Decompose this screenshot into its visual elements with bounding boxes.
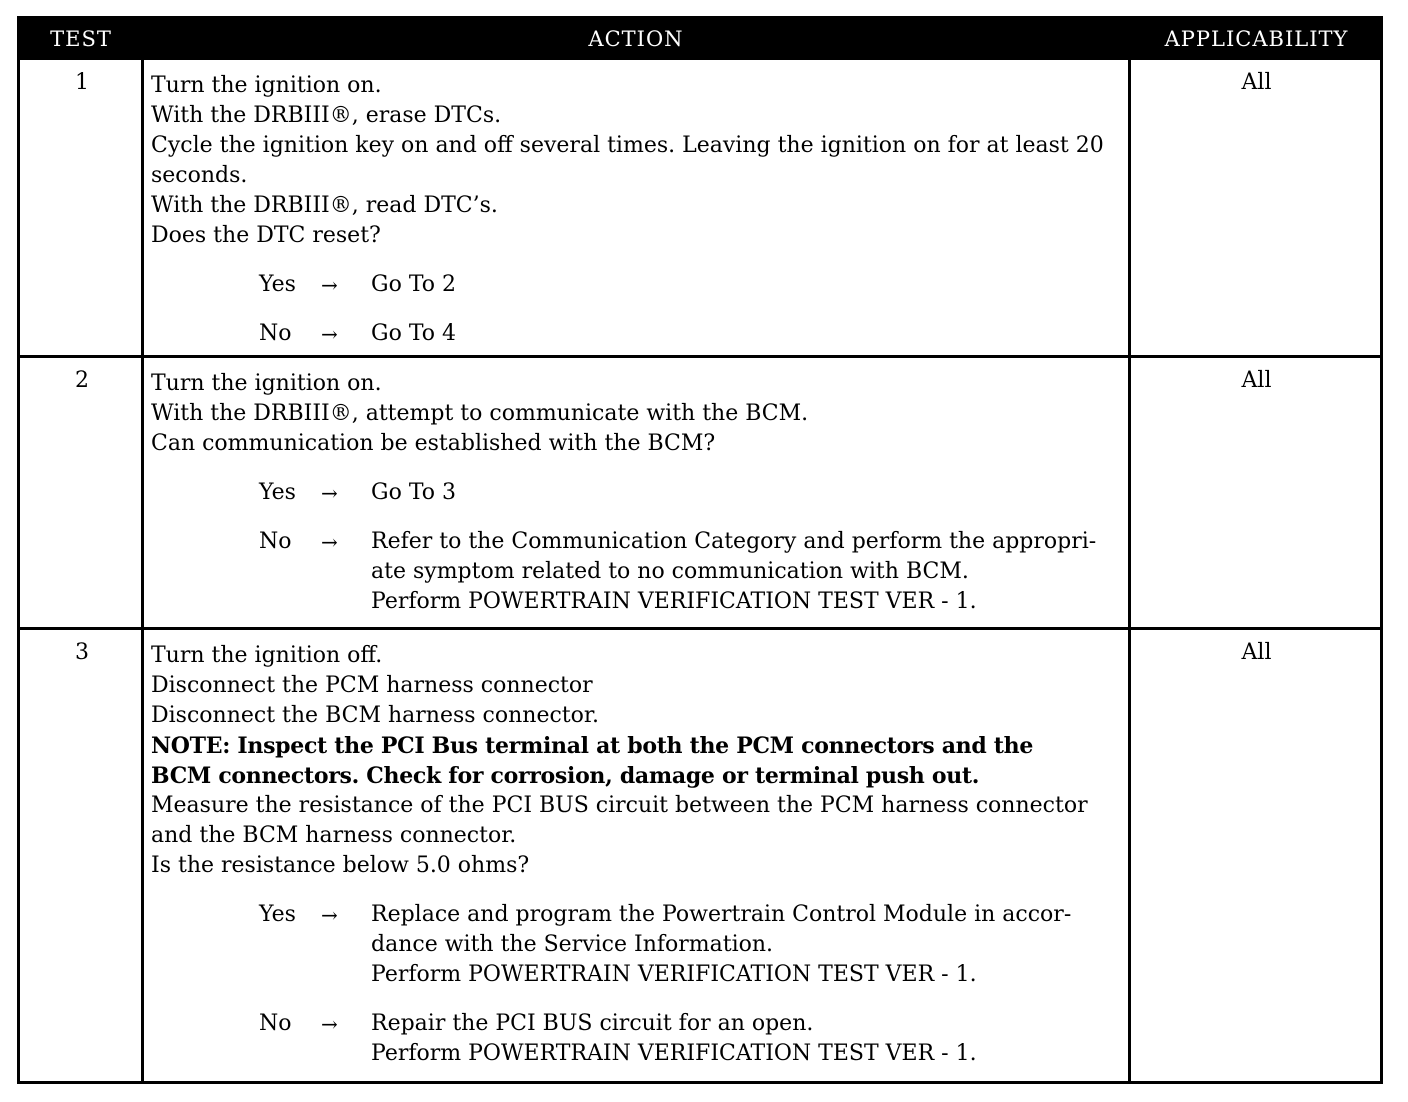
table-row (20, 630, 1380, 1084)
procedure-step: Can communication be established with the BCM? (151, 431, 716, 456)
answer-text: Replace and program the Powertrain Control Module in accor- (371, 902, 1072, 927)
procedure-step: and the BCM harness connector. (151, 823, 517, 848)
action-cell (151, 641, 1126, 1069)
procedure-step: With the DRBIII®, read DTC’s. (151, 193, 498, 218)
table-row (20, 358, 1380, 627)
answer-option (151, 900, 1126, 990)
answer-text: Perform POWERTRAIN VERIFICATION TEST VER - 1. (371, 1041, 977, 1066)
applicability-value: All (1241, 368, 1272, 393)
applicability-value: All (1241, 70, 1272, 95)
procedure-step: Disconnect the PCM harness connector (151, 673, 593, 698)
procedure-step: Turn the ignition on. (151, 371, 382, 396)
diagnostic-test-table (17, 16, 1383, 1084)
procedure-step: Turn the ignition off. (151, 643, 383, 668)
answer-label: No (259, 1011, 292, 1036)
arrow-icon: → (321, 322, 338, 346)
answer-text: Go To 4 (371, 321, 457, 346)
header-test: TEST (50, 27, 112, 51)
answer-text: dance with the Service Information. (371, 932, 774, 957)
arrow-icon: → (321, 903, 338, 927)
answer-label: No (259, 321, 292, 346)
answer-option (151, 270, 1126, 300)
procedure-step: With the DRBIII®, erase DTCs. (151, 103, 502, 128)
procedure-step: Cycle the ignition key on and off several times. Leaving the ignition on for at least 20 (151, 133, 1104, 158)
answer-text: Repair the PCI BUS circuit for an open. (371, 1011, 814, 1036)
applicability-value: All (1241, 640, 1272, 665)
table-header (20, 19, 1380, 60)
answer-text: Go To 3 (371, 480, 457, 505)
test-number: 3 (75, 640, 89, 665)
procedure-step: With the DRBIII®, attempt to communicate with the BCM. (151, 401, 809, 426)
answer-text: Go To 2 (371, 272, 457, 297)
note-line: NOTE: Inspect the PCI Bus terminal at both the PCM connectors and the (151, 733, 1034, 759)
answer-text: Perform POWERTRAIN VERIFICATION TEST VER - 1. (371, 962, 977, 987)
arrow-icon: → (321, 530, 338, 554)
answer-option (151, 1009, 1126, 1069)
procedure-step: Measure the resistance of the PCI BUS circuit between the PCM harness connector (151, 793, 1088, 818)
test-number: 1 (75, 70, 89, 95)
procedure-step: Turn the ignition on. (151, 73, 382, 98)
procedure-step: seconds. (151, 163, 248, 188)
arrow-icon: → (321, 1012, 338, 1036)
answer-label: Yes (259, 480, 296, 505)
answer-label: No (259, 529, 292, 554)
action-cell (151, 71, 1126, 349)
answer-option (151, 478, 1126, 508)
procedure-step: Disconnect the BCM harness connector. (151, 703, 599, 728)
action-cell (151, 369, 1126, 617)
test-number: 2 (75, 368, 89, 393)
answer-option (151, 319, 1126, 349)
answer-label: Yes (259, 272, 296, 297)
procedure-step: Is the resistance below 5.0 ohms? (151, 853, 530, 878)
table-row (20, 60, 1380, 355)
header-action: ACTION (588, 27, 684, 51)
procedure-step: Does the DTC reset? (151, 223, 381, 248)
arrow-icon: → (321, 273, 338, 297)
answer-text: ate symptom related to no communication with BCM. (371, 559, 969, 584)
answer-text: Perform POWERTRAIN VERIFICATION TEST VER - 1. (371, 589, 977, 614)
answer-text: Refer to the Communication Category and perform the appropri- (371, 529, 1097, 554)
header-applicability: APPLICABILITY (1164, 27, 1349, 51)
answer-option (151, 527, 1126, 617)
note-line: BCM connectors. Check for corrosion, damage or terminal push out. (151, 763, 980, 789)
answer-label: Yes (259, 902, 296, 927)
arrow-icon: → (321, 481, 338, 505)
